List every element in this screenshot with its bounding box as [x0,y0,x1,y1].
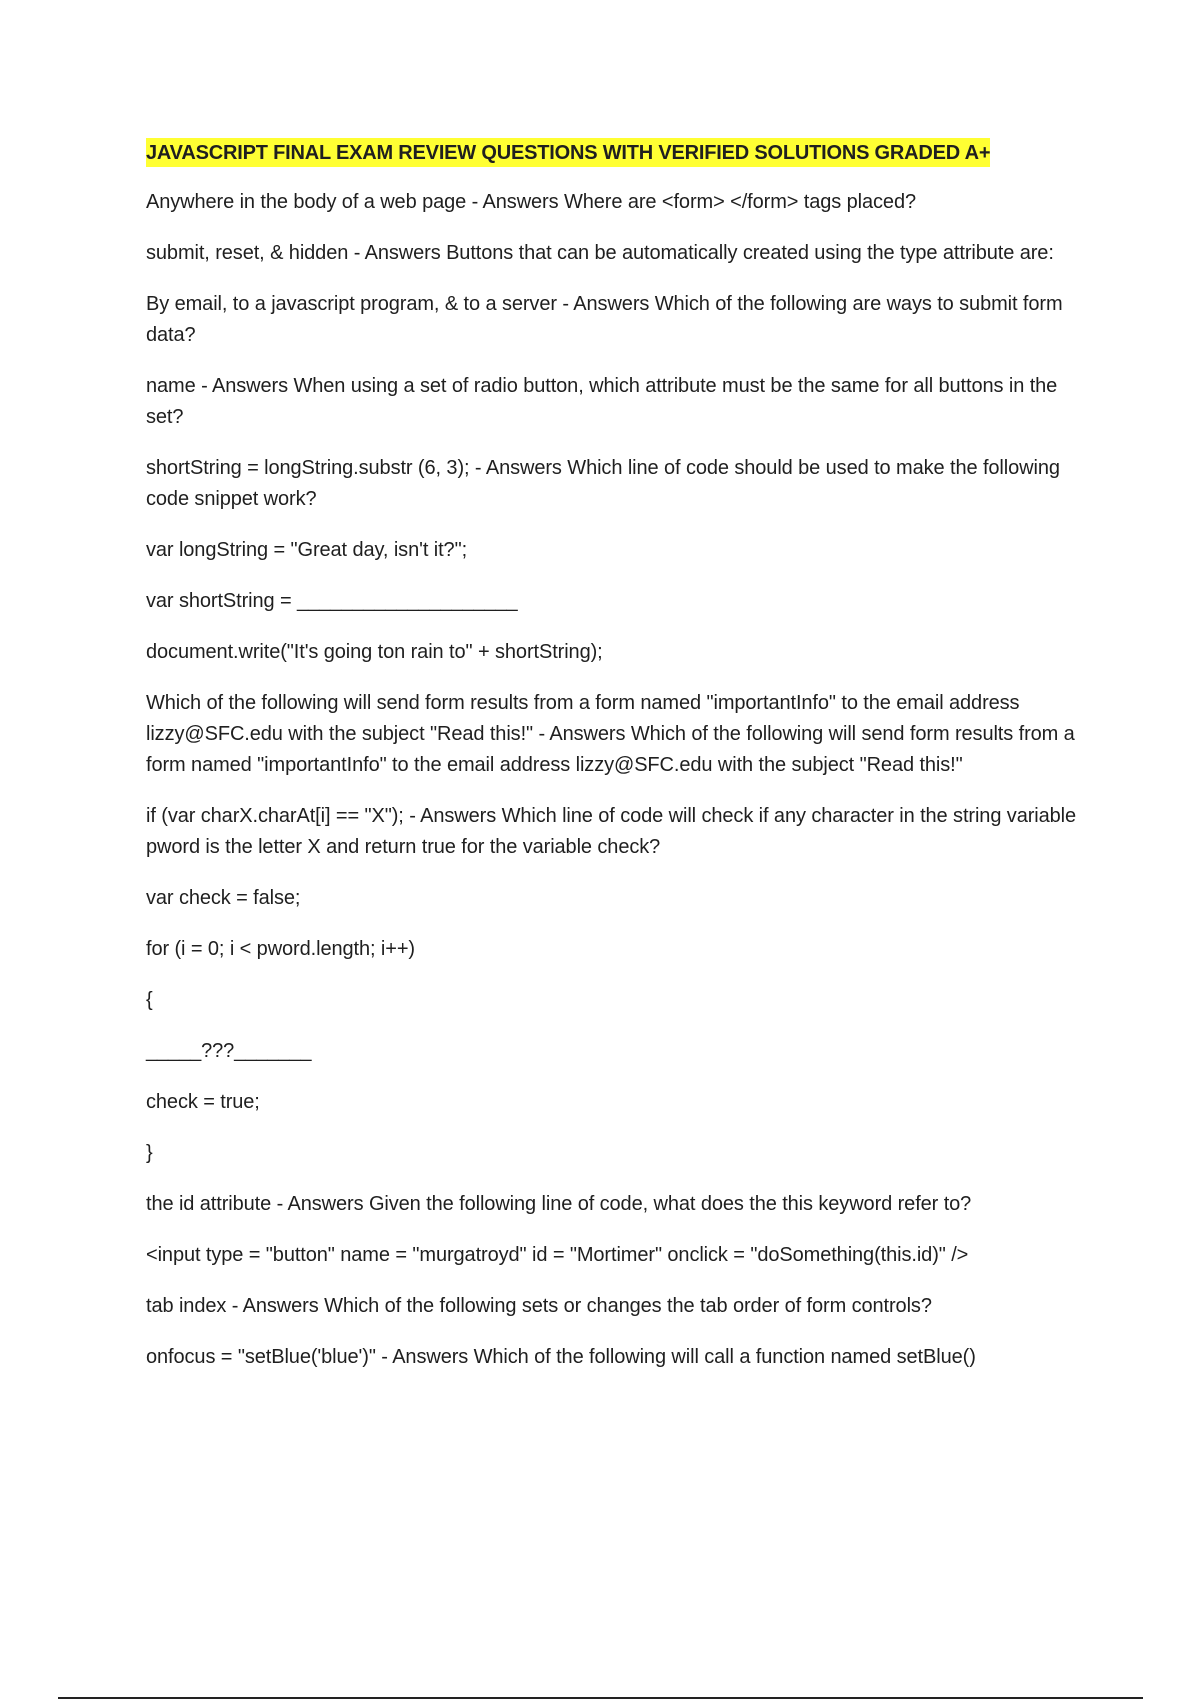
paragraph: Which of the following will send form results from a form named "importantInfo" to the email address lizzy@SFC.edu with the subject "Read this!" - Answers Which of the following will send form results from a form named "importantInfo" to the email address lizzy@SFC.edu with the subject "Read this!" [146,692,1075,776]
paragraph: By email, to a javascript program, & to a server - Answers Which of the following are ways to submit form data? [146,293,1063,346]
paragraph: submit, reset, & hidden - Answers Buttons that can be automatically created using the type attribute are: [146,242,1054,264]
code-line: var check = false; [146,887,301,909]
paragraph: tab index - Answers Which of the following sets or changes the tab order of form controls? [146,1295,932,1317]
code-line: <input type = "button" name = "murgatroyd" id = "Mortimer" onclick = "doSomething(this.id)" /> [146,1244,969,1266]
paragraph: shortString = longString.substr (6, 3); - Answers Which line of code should be used to make the following code snippet work? [146,457,1060,510]
code-line: var longString = "Great day, isn't it?"; [146,539,468,561]
code-line: _____???_______ [146,1040,312,1062]
code-line: var shortString = ____________________ [146,590,518,612]
code-line: } [146,1142,153,1164]
code-line: for (i = 0; i < pword.length; i++) [146,938,415,960]
code-line: { [146,989,153,1011]
paragraph: Anywhere in the body of a web page - Answers Where are <form> </form> tags placed? [146,191,917,213]
paragraph: name - Answers When using a set of radio button, which attribute must be the same for all buttons in the set? [146,375,1058,428]
code-line: check = true; [146,1091,260,1113]
paragraph: onfocus = "setBlue('blue')" - Answers Which of the following will call a function named setBlue() [146,1346,976,1368]
document-title: JAVASCRIPT FINAL EXAM REVIEW QUESTIONS WITH VERIFIED SOLUTIONS GRADED A+ [146,138,990,167]
code-line: document.write("It's going ton rain to" + shortString); [146,641,603,663]
document-body [146,138,1086,1393]
footer-divider [58,1697,1143,1699]
paragraph: if (var charX.charAt[i] == "X"); - Answers Which line of code will check if any character in the string variable pword is the letter X and return true for the variable check? [146,805,1077,858]
paragraph: the id attribute - Answers Given the following line of code, what does the this keyword refer to? [146,1193,972,1215]
